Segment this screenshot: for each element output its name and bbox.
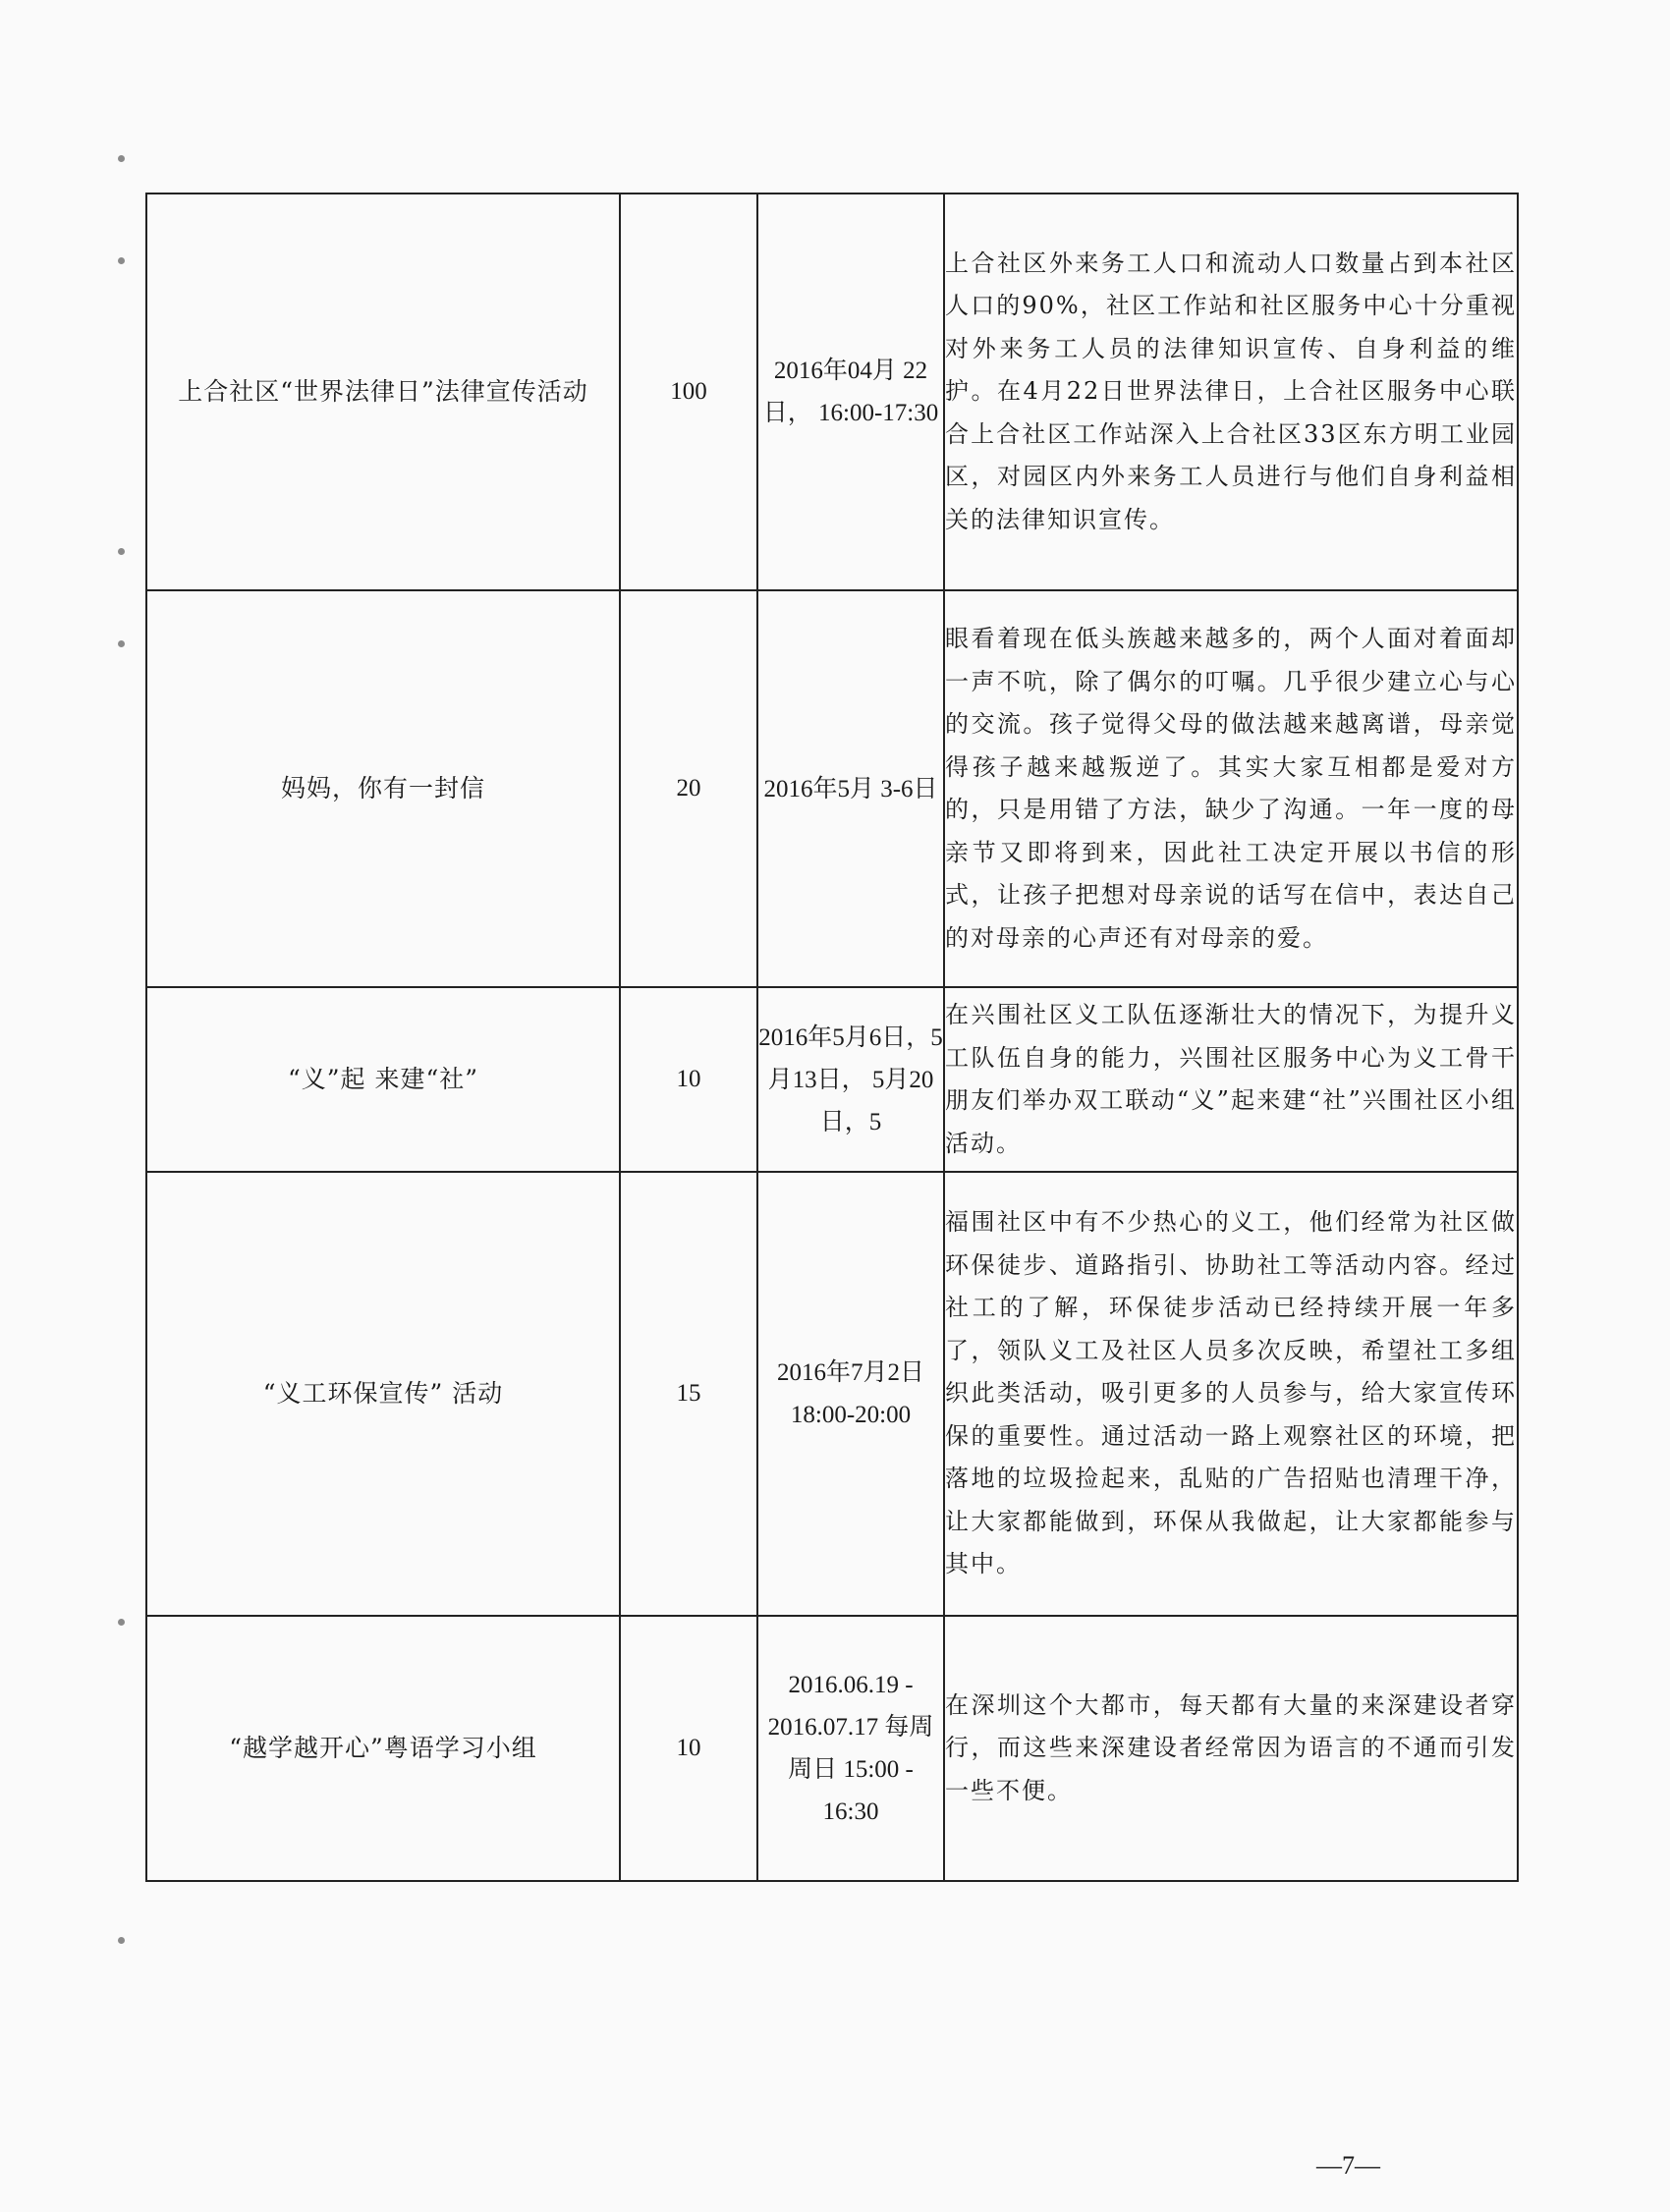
participant-count-cell: 10 (620, 1616, 757, 1881)
activity-name-cell: “义”起 来建“社” (146, 987, 620, 1172)
participant-count-cell: 15 (620, 1172, 757, 1616)
activity-date-cell: 2016年04月 22日， 16:00-17:30 (757, 194, 944, 590)
activity-name-cell: “越学越开心”粤语学习小组 (146, 1616, 620, 1881)
activity-name-cell: 上合社区“世界法律日”法律宣传活动 (146, 194, 620, 590)
binding-hole-mark (118, 155, 125, 162)
binding-hole-mark (118, 548, 125, 555)
binding-hole-mark (118, 257, 125, 264)
binding-hole-mark (118, 1937, 125, 1944)
activity-description-cell: 眼看着现在低头族越来越多的，两个人面对着面却一声不吭，除了偶尔的叮嘱。几乎很少建立心与心的交流。孩子觉得父母的做法越来越离谱，母亲觉得孩子越来越叛逆了。其实大家互相都是爱对方的，只是用错了方法，缺少了沟通。一年一度的母亲节又即将到来，因此社工决定开展以书信的形式，让孩子把想对母亲说的话写在信中，表达自己的对母亲的心声还有对母亲的爱。 (944, 590, 1518, 987)
activity-date-cell: 2016.06.19 - 2016.07.17 每周周日 15:00 - 16:30 (757, 1616, 944, 1881)
activity-description-cell: 在深圳这个大都市，每天都有大量的来深建设者穿行，而这些来深建设者经常因为语言的不通而引发一些不便。 (944, 1616, 1518, 1881)
activity-description-cell: 上合社区外来务工人口和流动人口数量占到本社区人口的90%，社区工作站和社区服务中心十分重视对外来务工人员的法律知识宣传、自身利益的维护。在4月22日世界法律日，上合社区服务中心联合上合社区工作站深入上合社区33区东方明工业园区，对园区内外来务工人员进行与他们自身利益相关的法律知识宣传。 (944, 194, 1518, 590)
participant-count-cell: 100 (620, 194, 757, 590)
table-row (146, 1172, 1518, 1616)
activity-records-table (145, 193, 1519, 1882)
binding-hole-mark (118, 1619, 125, 1626)
activity-description-cell: 福围社区中有不少热心的义工，他们经常为社区做环保徒步、道路指引、协助社工等活动内容。经过社工的了解，环保徒步活动已经持续开展一年多了，领队义工及社区人员多次反映，希望社工多组织此类活动，吸引更多的人员参与，给大家宣传环保的重要性。通过活动一路上观察社区的环境，把落地的垃圾捡起来，乱贴的广告招贴也清理干净，让大家都能做到，环保从我做起，让大家都能参与其中。 (944, 1172, 1518, 1616)
participant-count-cell: 20 (620, 590, 757, 987)
binding-hole-mark (118, 640, 125, 647)
activity-date-cell: 2016年7月2日 18:00-20:00 (757, 1172, 944, 1616)
activity-date-cell: 2016年5月 3-6日 (757, 590, 944, 987)
activity-description-cell: 在兴围社区义工队伍逐渐壮大的情况下，为提升义工队伍自身的能力，兴围社区服务中心为义工骨干朋友们举办双工联动“义”起来建“社”兴围社区小组活动。 (944, 987, 1518, 1172)
table-row (146, 194, 1518, 590)
participant-count-cell: 10 (620, 987, 757, 1172)
activity-name-cell: “义工环保宣传” 活动 (146, 1172, 620, 1616)
table-row (146, 1616, 1518, 1881)
page-number: —7— (1316, 2151, 1380, 2180)
activity-date-cell: 2016年5月6日，5月13日， 5月20日，5 (757, 987, 944, 1172)
table-row (146, 590, 1518, 987)
table-row (146, 987, 1518, 1172)
activity-name-cell: 妈妈，你有一封信 (146, 590, 620, 987)
